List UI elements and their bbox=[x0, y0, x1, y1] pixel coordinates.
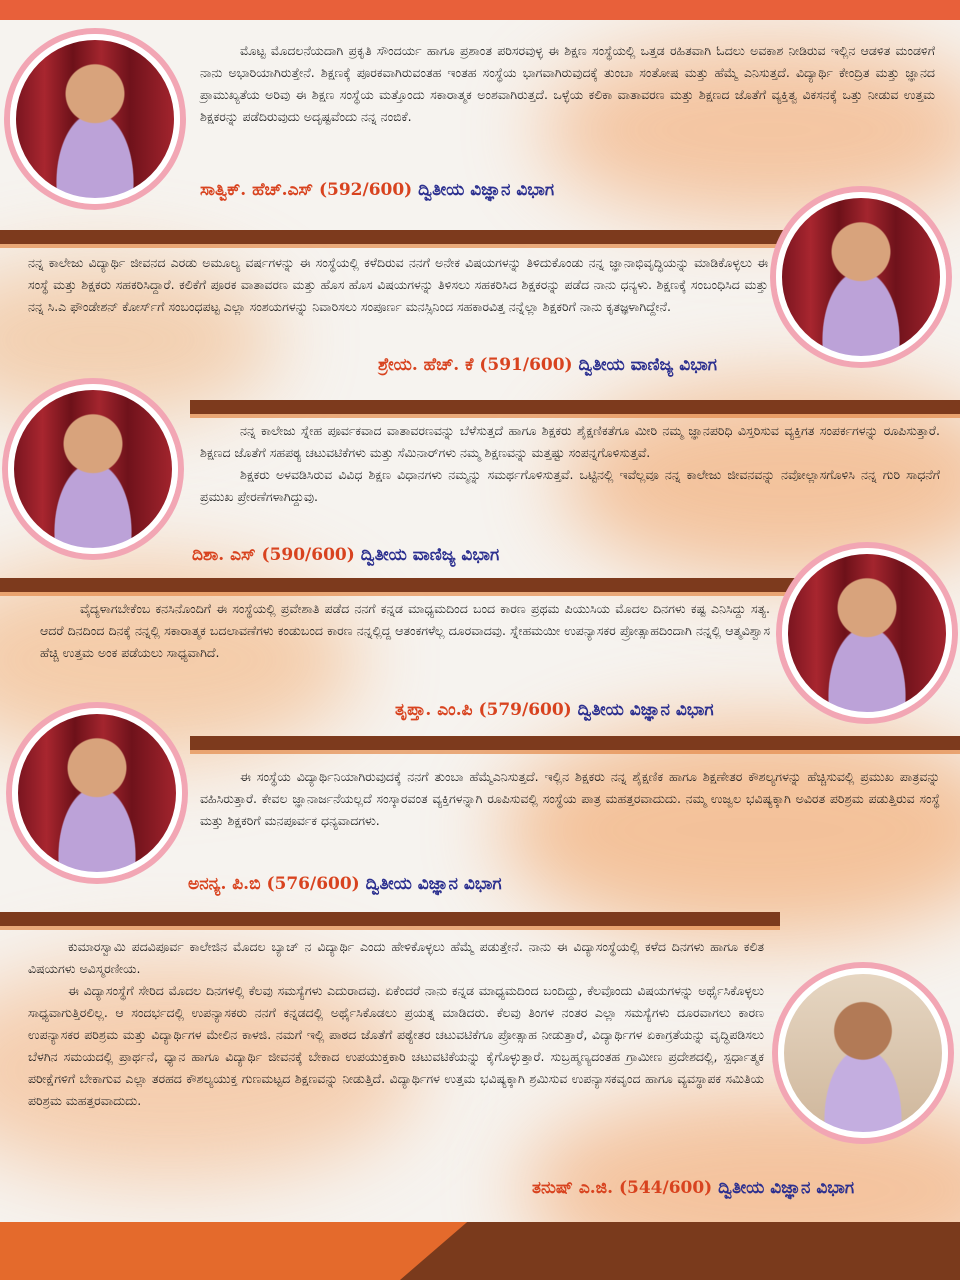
student-score: (590/600) bbox=[261, 545, 355, 565]
student-caption-4 bbox=[395, 700, 714, 720]
student-caption-1 bbox=[200, 180, 554, 200]
testimonial-6 bbox=[28, 936, 764, 1112]
testimonial-paragraph: ನನ್ನ ಕಾಲೇಜು ಸ್ನೇಹ ಪೂರ್ವಕವಾದ ವಾತಾವರಣವನ್ನು ಬೆಳೆಸುತ್ತದೆ ಹಾಗೂ ಶಿಕ್ಷಕರು ಶೈಕ್ಷಣಿಕತೆಗೂ ಮೀರಿ ನಮ್ಮ ಜ್ಞಾನಪರಿಧಿ ವಿಸ್ತರಿಸುವ ವ್ಯಕ್ತಿಗತ ಸಂಪರ್ಕಗಳನ್ನು ರೂಪಿಸುತ್ತಾರೆ. ಶಿಕ್ಷಣದ ಜೊತೆಗೆ ಸಹಪಠ್ಯ ಚಟುವಟಿಕೆಗಳು ಮತ್ತು ಸೆಮಿನಾರ್‌ಗಳು ನಮ್ಮ ಶಿಕ್ಷಣವನ್ನು ಮತ್ತಷ್ಟು ಸಂಪನ್ನಗೊಳಿಸುತ್ತವೆ. bbox=[200, 423, 940, 460]
testimonial-5 bbox=[200, 766, 940, 832]
student-name: ತೃಪ್ತಾ. ಎಂ.ಪಿ bbox=[395, 700, 473, 720]
student-name: ಶ್ರೇಯ. ಹೆಚ್. ಕೆ bbox=[378, 355, 474, 375]
student-stream: ದ್ವಿತೀಯ ವಿಜ್ಞಾನ ವಿಭಾಗ bbox=[365, 874, 502, 894]
section-divider bbox=[0, 578, 800, 592]
student-stream: ದ್ವಿತೀಯ ವಿಜ್ಞಾನ ವಿಭಾಗ bbox=[577, 700, 714, 720]
student-caption-3 bbox=[192, 545, 499, 565]
testimonial-2 bbox=[28, 252, 768, 318]
student-photo-2 bbox=[776, 192, 946, 362]
student-score: (579/600) bbox=[478, 700, 572, 720]
student-caption-2 bbox=[378, 355, 717, 375]
section-divider bbox=[0, 230, 790, 244]
student-name: ಅನನ್ಯ. ಪಿ.ಬಿ bbox=[188, 874, 261, 894]
testimonial-paragraph: ಕುಮಾರಸ್ವಾಮಿ ಪದವಿಪೂರ್ವ ಕಾಲೇಜಿನ ಮೊದಲ ಬ್ಯಾಚ್ ನ ವಿದ್ಯಾರ್ಥಿ ಎಂದು ಹೇಳಿಕೊಳ್ಳಲು ಹೆಮ್ಮೆ ಪಡುತ್ತೇನೆ. ನಾನು ಈ ವಿದ್ಯಾಸಂಸ್ಥೆಯಲ್ಲಿ ಕಳೆದ ದಿನಗಳು ಹಾಗೂ ಕಲಿತ ವಿಷಯಗಳು ಅವಿಸ್ಮರಣೀಯ. bbox=[28, 939, 764, 976]
student-photo-5 bbox=[12, 708, 182, 878]
bottom-band-dark bbox=[400, 1222, 960, 1280]
testimonial-paragraph: ಮೊಟ್ಟ ಮೊದಲನೆಯದಾಗಿ ಪ್ರಕೃತಿ ಸೌಂದರ್ಯ ಹಾಗೂ ಪ್ರಶಾಂತ ಪರಿಸರವುಳ್ಳ ಈ ಶಿಕ್ಷಣ ಸಂಸ್ಥೆಯಲ್ಲಿ ಒತ್ತಡ ರಹಿತವಾಗಿ ಓದಲು ಅವಕಾಶ ನೀಡಿರುವ ಇಲ್ಲಿನ ಆಡಳಿತ ಮಂಡಳಿಗೆ ನಾನು ಅಭಾರಿಯಾಗಿರುತ್ತೇನೆ. ಶಿಕ್ಷಣಕ್ಕೆ ಪೂರಕವಾಗಿರುವಂತಹ ಇಂತಹ ಸಂಸ್ಥೆಯ ಭಾಗವಾಗಿರುವುದಕ್ಕೆ ತುಂಬಾ ಸಂತೋಷ ಮತ್ತು ಹೆಮ್ಮೆ ಎನಿಸುತ್ತದೆ. ವಿದ್ಯಾರ್ಥಿ ಕೇಂದ್ರಿತ ಮತ್ತು ಜ್ಞಾನದ ಪ್ರಾಮುಖ್ಯತೆಯ ಅರಿವು ಈ ಶಿಕ್ಷಣ ಸಂಸ್ಥೆಯ ಮತ್ತೊಂದು ಸಕಾರಾತ್ಮಕ ಅಂಶವಾಗಿರುತ್ತದೆ. ಒಳ್ಳೆಯ ಕಲಿಕಾ ವಾತಾವರಣ ಮತ್ತು ಶಿಕ್ಷಣದ ಜೊತೆಗೆ ವ್ಯಕ್ತಿತ್ವ ವಿಕಸನಕ್ಕೆ ಒತ್ತು ನೀಡುವ ಉತ್ತಮ ಶಿಕ್ಷಕರನ್ನು ಪಡೆದಿರುವುದು ಅದೃಷ್ಟವೆಂದು ನನ್ನ ನಂಬಿಕೆ. bbox=[200, 43, 935, 124]
student-stream: ದ್ವಿತೀಯ ವಾಣಿಜ್ಯ ವಿಭಾಗ bbox=[578, 355, 718, 375]
student-score: (576/600) bbox=[266, 874, 360, 894]
student-name: ತನುಷ್ ಎ.ಜಿ. bbox=[532, 1178, 614, 1198]
student-photo-6 bbox=[778, 968, 948, 1138]
testimonial-paragraph: ಶಿಕ್ಷಕರು ಅಳವಡಿಸಿರುವ ವಿವಿಧ ಶಿಕ್ಷಣ ವಿಧಾನಗಳು ನಮ್ಮನ್ನು ಸಮರ್ಥಗೊಳಿಸುತ್ತವೆ. ಒಟ್ಟಿನಲ್ಲಿ ಇವೆಲ್ಲವೂ ನನ್ನ ಕಾಲೇಜು ಜೀವನವನ್ನು ನವೋಲ್ಲಾಸಗೊಳಿಸಿ ನನ್ನ ಗುರಿ ಸಾಧನೆಗೆ ಪ್ರಮುಖ ಪ್ರೇರಣೆಗಳಾಗಿದ್ದುವು. bbox=[200, 467, 940, 504]
testimonial-paragraph: ವೈದ್ಯಳಾಗಬೇಕೆಂಬ ಕನಸಿನೊಂದಿಗೆ ಈ ಸಂಸ್ಥೆಯಲ್ಲಿ ಪ್ರವೇಶಾತಿ ಪಡೆದ ನನಗೆ ಕನ್ನಡ ಮಾಧ್ಯಮದಿಂದ ಬಂದ ಕಾರಣ ಪ್ರಥಮ ಪಿಯುಸಿಯ ಮೊದಲ ದಿನಗಳು ಕಷ್ಟ ಎನಿಸಿದ್ದು ಸತ್ಯ. ಆದರೆ ದಿನದಿಂದ ದಿನಕ್ಕೆ ನನ್ನಲ್ಲಿ ಸಕಾರಾತ್ಮಕ ಬದಲಾವಣೆಗಳು ಕಂಡುಬಂದ ಕಾರಣ ನನ್ನಲ್ಲಿದ್ದ ಆತಂಕಗಳೆಲ್ಲ ದೂರವಾದವು. ಸ್ನೇಹಮಯೀ ಉಪನ್ಯಾಸಕರ ಪ್ರೋತ್ಸಾಹದಿಂದಾಗಿ ನನ್ನಲ್ಲಿ ಆತ್ಮವಿಶ್ವಾಸ ಹೆಚ್ಚಿ ಉತ್ತಮ ಅಂಕ ಪಡೆಯಲು ಸಾಧ್ಯವಾಗಿದೆ. bbox=[40, 601, 770, 660]
student-score: (592/600) bbox=[318, 180, 413, 200]
student-stream: ದ್ವಿತೀಯ ವಾಣಿಜ್ಯ ವಿಭಾಗ bbox=[360, 545, 500, 565]
student-score: (544/600) bbox=[618, 1178, 713, 1198]
section-divider bbox=[190, 400, 960, 414]
testimonial-4 bbox=[40, 598, 770, 664]
student-caption-5 bbox=[188, 874, 502, 894]
student-stream: ದ್ವಿತೀಯ ವಿಜ್ಞಾನ ವಿಭಾಗ bbox=[418, 180, 555, 200]
section-divider bbox=[190, 736, 960, 750]
testimonial-paragraph: ನನ್ನ ಕಾಲೇಜು ವಿದ್ಯಾರ್ಥಿ ಜೀವನದ ಎರಡು ಅಮೂಲ್ಯ ವರ್ಷಗಳನ್ನು ಈ ಸಂಸ್ಥೆಯಲ್ಲಿ ಕಳೆದಿರುವ ನನಗೆ ಅನೇಕ ವಿಷಯಗಳನ್ನು ತಿಳಿದುಕೊಂಡು ನನ್ನ ಜ್ಞಾನಾಭಿವೃದ್ಧಿಯನ್ನು ಮಾಡಿಕೊಳ್ಳಲು ಈ ಸಂಸ್ಥೆ ಮತ್ತು ಶಿಕ್ಷಕರು ಸಹಕರಿಸಿದ್ದಾರೆ. ಕಲಿಕೆಗೆ ಪೂರಕ ವಾತಾವರಣ ಮತ್ತು ಹೊಸ ಹೊಸ ವಿಷಯಗಳನ್ನು ತಿಳಿಸಲು ಸಹಕರಿಸಿದ ಶಿಕ್ಷಕರನ್ನು ಪಡೆದ ನಾನು ಧನ್ಯಳು. ಶಿಕ್ಷಣಕ್ಕೆ ಸಂಬಂಧಿಸಿದ ಮತ್ತು ನನ್ನ ಸಿ.ಎ ಫೌಂಡೇಶನ್ ಕೋರ್ಸ್‌ಗೆ ಸಂಬಂಧಪಟ್ಟ ಎಲ್ಲಾ ಸಂಶಯಗಳನ್ನು ನಿವಾರಿಸಲು ಸಂಪೂರ್ಣ ಮನಸ್ಸಿನಿಂದ ಸಹಕಾರವಿತ್ತ ನನ್ನೆಲ್ಲಾ ಶಿಕ್ಷಕರಿಗೆ ನಾನು ಕೃತಜ್ಞಳಾಗಿದ್ದೇನೆ. bbox=[28, 255, 768, 314]
testimonial-paragraph: ಈ ಸಂಸ್ಥೆಯ ವಿದ್ಯಾರ್ಥಿನಿಯಾಗಿರುವುದಕ್ಕೆ ನನಗೆ ತುಂಬಾ ಹೆಮ್ಮೆಎನಿಸುತ್ತದೆ. ಇಲ್ಲಿನ ಶಿಕ್ಷಕರು ನನ್ನ ಶೈಕ್ಷಣಿಕ ಹಾಗೂ ಶಿಕ್ಷಣೇತರ ಕೌಶಲ್ಯಗಳನ್ನು ಹೆಚ್ಚಿಸುವಲ್ಲಿ ಪ್ರಮುಖ ಪಾತ್ರವನ್ನು ವಹಿಸಿರುತ್ತಾರೆ. ಕೇವಲ ಜ್ಞಾನಾರ್ಜನೆಯಲ್ಲದೆ ಸಂಸ್ಕಾರವಂತ ವ್ಯಕ್ತಿಗಳನ್ನಾಗಿ ರೂಪಿಸುವಲ್ಲಿ ಸಂಸ್ಥೆಯ ಪಾತ್ರ ಮಹತ್ತರವಾದುದು. ನಮ್ಮ ಉಜ್ವಲ ಭವಿಷ್ಯಕ್ಕಾಗಿ ಅವಿರತ ಪರಿಶ್ರಮ ಪಡುತ್ತಿರುವ ಸಂಸ್ಥೆ ಮತ್ತು ಶಿಕ್ಷಕರಿಗೆ ಮನಪೂರ್ವಕ ಧನ್ಯವಾದಗಳು. bbox=[200, 769, 940, 828]
student-photo-3 bbox=[8, 384, 178, 554]
testimonial-paragraph: ಈ ವಿದ್ಯಾಸಂಸ್ಥೆಗೆ ಸೇರಿದ ಮೊದಲ ದಿನಗಳಲ್ಲಿ ಕೆಲವು ಸಮಸ್ಯೆಗಳು ಎದುರಾದವು. ಏಕೆಂದರೆ ನಾನು ಕನ್ನಡ ಮಾಧ್ಯಮದಿಂದ ಬಂದಿದ್ದು, ಕೆಲವೊಂದು ವಿಷಯಗಳನ್ನು ಅರ್ಥೈಸಿಕೊಳ್ಳಲು ಸಾಧ್ಯವಾಗುತ್ತಿರಲಿಲ್ಲ. ಆ ಸಂದರ್ಭದಲ್ಲಿ ಉಪನ್ಯಾಸಕರು ನನಗೆ ಕನ್ನಡದಲ್ಲಿ ಅರ್ಥೈಸಿಕೊಡಲು ಪ್ರಯತ್ನ ಮಾಡಿದರು. ಕೆಲವು ತಿಂಗಳ ನಂತರ ಎಲ್ಲಾ ಸಮಸ್ಯೆಗಳು ದೂರವಾಗಲು ಕಾರಣ ಉಪನ್ಯಾಸಕರ ಪರಿಶ್ರಮ ಮತ್ತು ವಿದ್ಯಾರ್ಥಿಗಳ ಮೇಲಿನ ಕಾಳಜಿ. ನಮಗೆ ಇಲ್ಲಿ ಪಾಠದ ಜೊತೆಗೆ ಪಠ್ಯೇತರ ಚಟುವಟಿಕೆಗೂ ಪ್ರೋತ್ಸಾಹ ನೀಡುತ್ತಾರೆ, ವಿದ್ಯಾರ್ಥಿಗಳ ಏಕಾಗ್ರತೆಯನ್ನು ವೃದ್ಧಿಪಡಿಸಲು ಬೆಳಗಿನ ಸಮಯದಲ್ಲಿ ಪ್ರಾರ್ಥನೆ, ಧ್ಯಾನ ಹಾಗೂ ವಿದ್ಯಾರ್ಥಿ ಜೀವನಕ್ಕೆ ಬೇಕಾದ ಉಪಯುಕ್ತಕಾರಿ ಚಟುವಟಿಕೆಯನ್ನು ಕೈಗೊಳ್ಳುತ್ತಾರೆ. ಸುಬ್ರಹ್ಮಣ್ಯದಂತಹ ಗ್ರಾಮೀಣ ಪ್ರದೇಶದಲ್ಲಿ, ಸ್ಪರ್ಧಾತ್ಮಕ ಪರೀಕ್ಷೆಗಳಿಗೆ ಬೇಕಾಗುವ ಎಲ್ಲಾ ತರಹದ ಕೌಶಲ್ಯಯುಕ್ತ ಗುಣಮಟ್ಟದ ಶಿಕ್ಷಣವನ್ನು ನೀಡುತ್ತಿದೆ. ವಿದ್ಯಾರ್ಥಿಗಳ ಉತ್ತಮ ಭವಿಷ್ಯಕ್ಕಾಗಿ ಶ್ರಮಿಸುವ ಉಪನ್ಯಾಸಕವೃಂದ ಹಾಗೂ ವ್ಯವಸ್ಥಾಪಕ ಸಮಿತಿಯ ಪರಿಶ್ರಮ ಮಹತ್ತರವಾದುದು. bbox=[28, 983, 764, 1108]
testimonial-3 bbox=[200, 420, 940, 508]
student-name: ಸಾತ್ವಿಕ್. ಹೆಚ್.ಎಸ್ bbox=[200, 180, 314, 200]
testimonial-1 bbox=[200, 40, 935, 128]
student-stream: ದ್ವಿತೀಯ ವಿಜ್ಞಾನ ವಿಭಾಗ bbox=[718, 1178, 855, 1198]
top-band bbox=[0, 0, 960, 20]
student-photo-1 bbox=[10, 34, 180, 204]
student-name: ದಿಶಾ. ಎಸ್ bbox=[192, 545, 256, 565]
student-caption-6 bbox=[532, 1178, 854, 1198]
student-score: (591/600) bbox=[479, 355, 573, 375]
student-photo-4 bbox=[782, 548, 952, 718]
section-divider bbox=[0, 912, 780, 926]
